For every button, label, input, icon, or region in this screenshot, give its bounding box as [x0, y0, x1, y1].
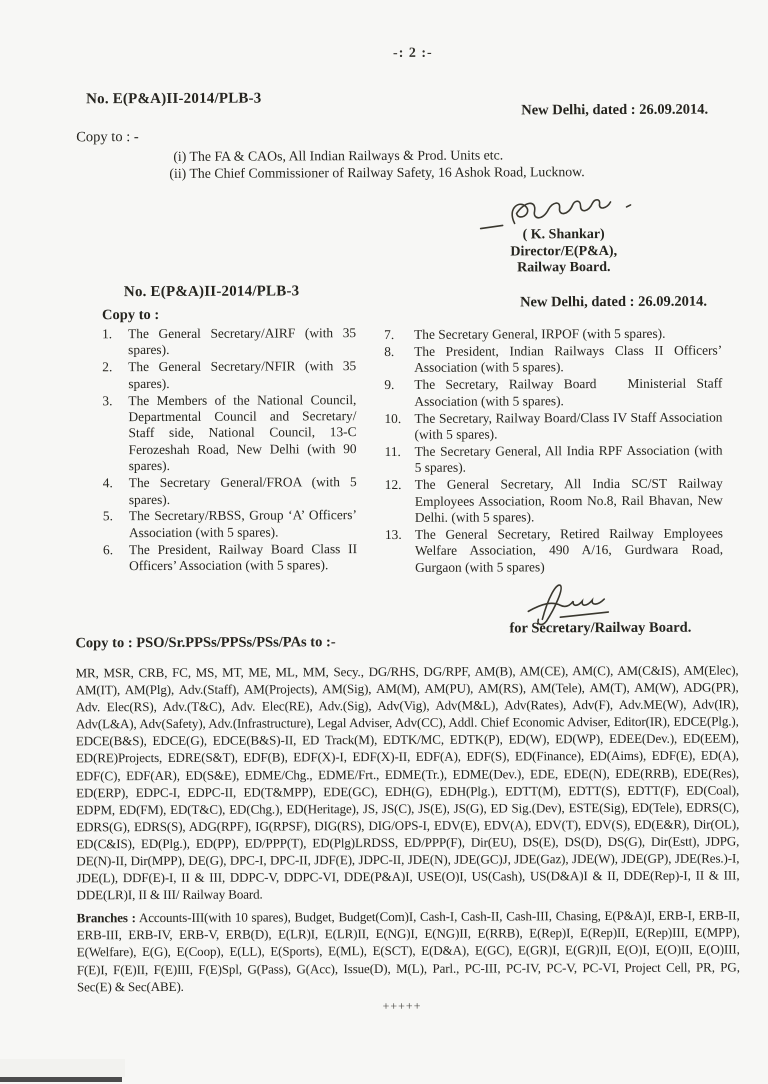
pso-distribution-label: Copy to : PSO/Sr.PPSs/PPSs/PSs/PAs to :- — [75, 634, 336, 652]
reference-number-second: No. E(P&A)II-2014/PLB-3 — [123, 283, 300, 301]
copy-to-item-i: (i) The FA & CAOs, All Indian Railways & Prod. Units etc. — [173, 147, 504, 164]
signatory-name: ( K. Shankar) — [522, 227, 605, 243]
page-number: -: 2 :- — [393, 45, 433, 61]
copy-to-label-2: Copy to : — [101, 306, 160, 324]
list-item: 13. The General Secretary, Retired Railway Employees Welfare Association, 490 A/16, Gurdwara Road, Gurgaon (with 5 spares) — [384, 525, 724, 575]
copy-to-label-1: Copy to : - — [76, 129, 139, 146]
for-secretary-line: for Secretary/Railway Board. — [509, 619, 692, 637]
copy-to-item-ii: (ii) The Chief Commissioner of Railway Safety, 16 Ashok Road, Lucknow. — [169, 164, 585, 181]
list-item: 2. The General Secretary/NFIR (with 35 spares). — [102, 358, 357, 391]
dateline-top: New Delhi, dated : 26.09.2014. — [521, 101, 709, 119]
list-item: 6. The President, Railway Board Class II Officers’ Association (with 5 spares). — [103, 540, 358, 574]
scan-artifact-bar — [0, 1077, 122, 1082]
dateline-second: New Delhi, dated : 26.09.2014. — [520, 293, 707, 311]
officers-distribution-paragraph: MR, MSR, CRB, FC, MS, MT, ME, ML, MM, Secy., DG/RHS, DG/RPF, AM(B), AM(CE), AM(C), AM(C&IS), AM(Elec), AM(IT), AM(Plg), Adv.(Staff), AM(Projects), AM(Sig), AM(M), AM(PU), AM(RS), AM(Tele), AM(T), AM(W), ADG(PR), Adv. Elec(RS), Adv.(T&C), Adv. Elec(RE), Adv.(Sig), Adv(Vig), Adv(M&L), Adv(Rates), Adv(F), Adv.ME(W), Adv(IR), Adv(L&A), Adv(Safety), Adv.(Infrastructure), Legal Adviser, Adv(CC), Addl. Chief Economic Adviser, Editor(IR), EDCE(Plg.), EDCE(B&S), EDCE(G), EDCE(B&S)-II, ED Track(M), EDTK/MC, EDTK(P), ED(W), ED(WP), EDEE(Dev.), ED(EEM), ED(RE)Projects, EDRE(S&T), EDF(B), EDF(X)-I, EDF(X)-II, EDF(A), EDF(S), ED(Finance), ED(Aims), EDF(E), ED(A), EDF(C), EDF(AR), ED(S&E), EDME/Chg., EDME/Frt., EDME(Tr.), EDME(Dev.), EDE, EDE(N), EDE(RRB), EDE(Res), ED(ERP), EDPC-I, EDPC-II, ED(T&MPP), EDE(GC), EDH(G), EDH(Plg.), EDTT(M), EDTT(S), EDTT(F), ED(Coal), EDPM, ED(FM), ED(T&C), ED(Chg.), ED(Heritage), JS, JS(C), JS(E), JS(G), ED Sig.(Dev), ESTE(Sig), ED(Tele), EDRS(C), EDRS(G), EDRS(S), ADG(RPF), IG(RPSF), DIG(RS), DIG/OPS-I, EDV(E), EDV(A), EDV(T), EDV(S), ED(E&R), Dir(OL), ED(C&IS), ED(Plg.), ED(PP), ED/PPP(T), ED(Plg)LRDSS, ED/PPP(F), Dir(EU), DS(E), DS(D), DS(G), Dir(Estt), JDPG, DE(N)-II, Dir(MPP), DE(G), DPC-I, DPC-II, JDF(E), JDPC-II, JDE(N), JDE(GC)J, JDE(Gaz), JDE(W), JDE(GP), JDE(Res.)-I, JDE(L), DDF(E)-I, II & III, DDPC-V, DDPC-VI, DDE(P&A)I, USE(O)I, US(Cash), US(D&A)I & II, DDE(Rep)-I, II & III, DDE(LR)I, II & III/ Railway Board. — [75, 662, 740, 903]
scan-artifact-smudge — [0, 1059, 125, 1077]
distribution-list-left-column — [102, 325, 357, 575]
list-item: 5. The Secretary/RBSS, Group ‘A’ Officers’ Association (with 5 spares). — [102, 507, 357, 540]
list-item: 1. The General Secretary/AIRF (with 35 spares). — [102, 325, 357, 358]
list-item: 11. The Secretary General, All India RPF Association (with 5 spares). — [384, 442, 723, 476]
list-item: 4. The Secretary General/FROA (with 5 spares). — [102, 474, 357, 507]
list-item: 12. The General Secretary, All India SC/ST Railway Employees Association, Room No.8, Rail Bhavan, New Delhi. (with 5 spares). — [384, 475, 723, 525]
list-item: 9. The Secretary, Railway Board Ministerial Staff Association (with 5 spares). — [384, 375, 723, 409]
list-item: 10. The Secretary, Railway Board/Class IV Staff Association (with 5 spares). — [384, 409, 723, 442]
signatory-designation: Director/E(P&A), — [510, 243, 618, 259]
list-item: 8. The President, Indian Railways Class II Officers’ Association (with 5 spares). — [384, 342, 723, 376]
list-item: 3. The Members of the National Council, Departmental Council and Secretary/ Staff side, National Council, 13-C Ferozeshah Road, New Delhi (with 90 spares). — [102, 391, 357, 474]
branches-label: Branches : — [76, 910, 136, 926]
distribution-list-right-column — [384, 326, 723, 577]
end-of-document-marks: +++++ — [382, 998, 422, 1014]
signature-block-director — [454, 227, 674, 277]
list-item: 7. The Secretary General, IRPOF (with 5 spares). — [384, 325, 666, 342]
signatory-org: Railway Board. — [517, 260, 611, 276]
branches-text: Accounts-III(with 10 spares), Budget, Budget(Com)I, Cash-I, Cash-II, Cash-III, Chasing, E(P&A)I, ERB-I, ERB-II, ERB-III, ERB-IV, ERB-V, ERB(D), E(LR)I, E(LR)II, E(NG)I, E(NG)II, E(RRB), E(Rep)I, E(Rep)II, E(Rep)III, E(MPP), E(Welfare), E(G), E(Coop), E(LL), E(Sports), E(ML), E(SCT), E(D&A), E(GC), E(GR)I, E(GR)II, E(O)I, E(O)II, E(O)III, F(E)I, F(E)II, F(E)III, F(E)Spl, G(Pass), G(Acc), Issue(D), M(L), Parl., PC-III, PC-IV, PC-V, PC-VI, Project Cell, PR, PG, Sec(E) & Sec(ABE). — [76, 907, 740, 995]
reference-number-top: No. E(P&A)II-2014/PLB-3 — [86, 90, 262, 108]
branches-paragraph — [77, 906, 740, 995]
